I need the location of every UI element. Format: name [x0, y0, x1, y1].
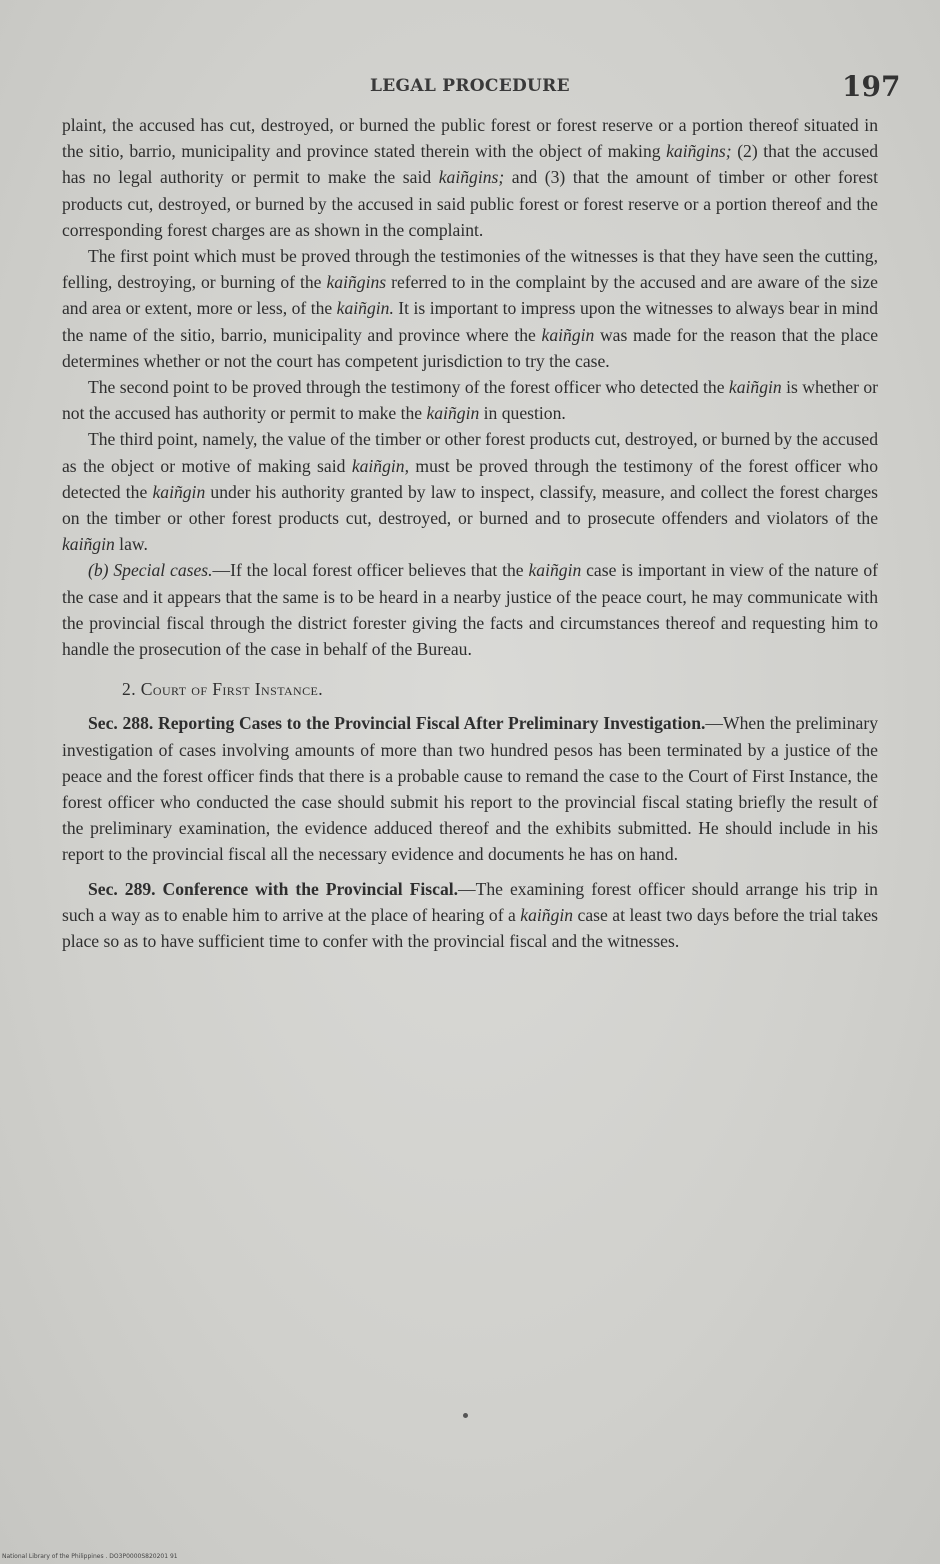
- text-run: was made for the reason that the place determines whether or not the court has competent jurisdiction to try the case.: [62, 324, 878, 371]
- paragraph-third-point: [62, 426, 878, 557]
- text-run: under his authority granted by law to inspect, classify, measure, and collect the forest charges on the timber or other forest products cut, destroyed, or burned and to prosecute offenders and violators of the: [62, 481, 878, 529]
- paragraph-special-cases: [62, 557, 878, 662]
- paragraph-first-point: [62, 243, 878, 374]
- section-288: [62, 710, 878, 867]
- text-run: is whether or not the accused has authority or permit to make the: [62, 377, 878, 424]
- text-run: referred to in the complaint by the accused and are aware of the size and area or extent, more or less, of the: [62, 272, 878, 319]
- section-289: [62, 876, 878, 955]
- text-run: law.: [114, 534, 148, 555]
- text-run: in question.: [479, 403, 566, 424]
- text-run: —If the local forest officer believes that the: [212, 560, 529, 581]
- text-run: and (3) that the amount of timber or other forest products cut, destroyed, or burned by the accused in said public forest or forest reserve or a portion thereof and the corresponding forest charges are as shown in the complaint.: [62, 167, 878, 240]
- italic-term: kaiñgin: [62, 534, 115, 555]
- italic-term: kaiñgin: [520, 904, 574, 925]
- italic-term: kaiñgins: [326, 272, 387, 293]
- text-run: case at least two days before the trial takes place so as to have sufficient time to confer with the provincial fiscal and the witnesses.: [62, 904, 879, 952]
- italic-term: kaiñgin: [152, 481, 206, 502]
- page-body: [62, 112, 878, 954]
- section-title: Sec. 289. Conference with the Provincial Fiscal.: [88, 878, 459, 899]
- paragraph-second-point: [62, 374, 878, 426]
- italic-term: kaiñgin: [541, 324, 595, 345]
- text-run: The first point which must be proved through the testimonies of the witnesses is that they have seen the cutting, felling, destroying, or burning of the: [62, 246, 878, 293]
- italic-term: kaiñgin: [528, 560, 582, 581]
- text-run: plaint, the accused has cut, destroyed, or burned the public forest or forest reserve or a portion thereof situated in the sitio, barrio, municipality and province stated therein with the object of making: [62, 115, 878, 162]
- text-run: It is important to impress upon the witnesses to always bear in mind the name of the sitio, barrio, municipality and province where the: [62, 298, 878, 345]
- text-run: (2) that the accused has no legal authority or permit to make the said: [62, 141, 878, 188]
- running-head: LEGAL PROCEDURE: [370, 76, 570, 96]
- text-run: must be proved through the testimony of the forest officer who detected the: [62, 455, 878, 502]
- text-run: The second point to be proved through the testimony of the forest officer who detected the: [88, 377, 729, 398]
- italic-term: kaiñgins;: [438, 167, 505, 188]
- italic-term: kaiñgins;: [666, 141, 732, 162]
- subheading-court-of-first-instance: 2. Court of First Instance.: [122, 679, 324, 700]
- text-run: case is important in view of the nature of the case and it appears that the same is to be heard in a nearby justice of the peace court, he may communicate with the provincial fiscal through the district forester giving the facts and circumstances thereof and requesting him to handle the prosecution of the case in behalf of the Bureau.: [62, 560, 879, 660]
- italic-term: (b) Special cases.: [88, 560, 213, 581]
- italic-term: kaiñgin: [426, 403, 480, 424]
- library-credit: National Library of the Philippines . DO3P0000S820201 91: [2, 1553, 178, 1560]
- text-run: —When the preliminary investigation of cases involving amounts of more than two hundred pesos has been terminated by a justice of the peace and the forest officer finds that there is a probable cause to remand the case to the Court of First Instance, the forest officer who conducted the case should submit his report to the provincial fiscal stating briefly the result of the preliminary examination, the evidence adduced thereof and the exhibits submitted. He should include in his report to the provincial fiscal all the necessary evidence and documents he has on hand.: [62, 713, 879, 865]
- page-header: [0, 70, 940, 110]
- italic-term: kaiñgin: [728, 377, 782, 398]
- paragraph-complaint-elements: [62, 112, 878, 243]
- ink-speck: [463, 1413, 468, 1418]
- text-run: The third point, namely, the value of the timber or other forest products cut, destroyed, or burned by the accused as the object or motive of making said: [62, 429, 878, 476]
- section-title: Sec. 288. Reporting Cases to the Provincial Fiscal After Preliminary Investigation.: [88, 713, 706, 734]
- italic-term: kaiñgin.: [336, 298, 394, 319]
- text-run: —The examining forest officer should arrange his trip in such a way as to enable him to arrive at the place of hearing of a: [62, 878, 878, 925]
- italic-term: kaiñgin,: [351, 455, 409, 476]
- page-number: 197: [842, 70, 901, 103]
